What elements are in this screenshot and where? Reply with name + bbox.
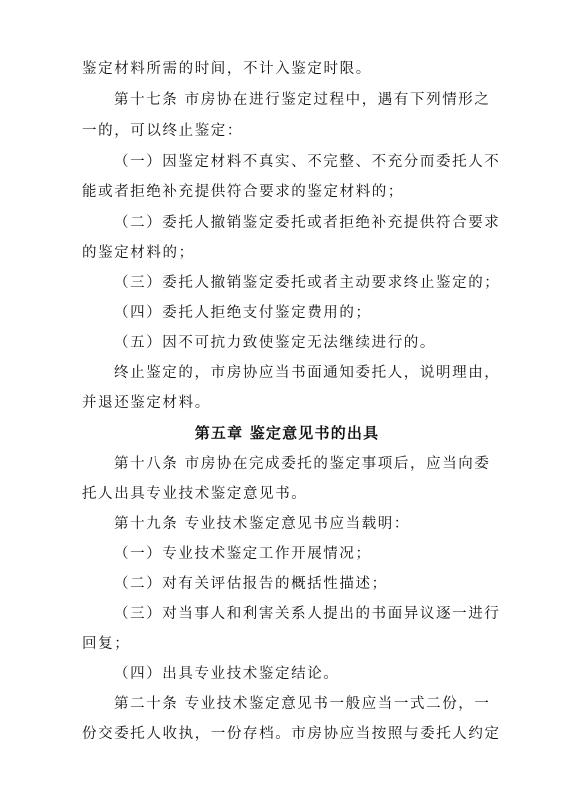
article-17-heading-line: 第十七条 市房协在进行鉴定过程中，遇有下列情形之 [114, 92, 491, 108]
list-item-2: （二）委托人撤销鉴定委托或者拒绝补充提供符合要求 [114, 215, 501, 231]
text-line: 托人出具专业技术鉴定意见书。 [82, 486, 308, 502]
chapter-heading: 第五章 鉴定意见书的出具 [194, 424, 380, 442]
text-line: 并退还鉴定材料。 [82, 395, 211, 411]
text-line: 回复； [82, 636, 131, 652]
article-20-line: 第二十条 专业技术鉴定意见书一般应当一式二份，一 [114, 696, 491, 712]
article-19-line: 第十九条 专业技术鉴定意见书应当载明： [114, 516, 411, 532]
list-item-3: （三）委托人撤销鉴定委托或者主动要求终止鉴定的； [114, 275, 501, 291]
list-item-1: （一）因鉴定材料不真实、不完整、不充分而委托人不 [114, 154, 501, 170]
list-item-4: （四）委托人拒绝支付鉴定费用的； [114, 305, 372, 321]
list-item-3: （三）对当事人和利害关系人提出的书面异议逐一进行 [114, 606, 501, 622]
list-item-2: （二）对有关评估报告的概括性描述； [114, 576, 388, 592]
text-line: 鉴定材料所需的时间，不计入鉴定时限。 [82, 61, 372, 77]
text-line: 能或者拒绝补充提供符合要求的鉴定材料的； [82, 184, 404, 200]
list-item-4: （四）出具专业技术鉴定结论。 [114, 666, 340, 682]
list-item-1: （一）专业技术鉴定工作开展情况； [114, 546, 372, 562]
text-line: 份交委托人收执，一份存档。市房协应当按照与委托人约定 [82, 726, 501, 742]
text-line: 的鉴定材料的； [82, 245, 195, 261]
article-18-line: 第十八条 市房协在完成委托的鉴定事项后，应当向委 [114, 456, 491, 472]
text-line: 一的，可以终止鉴定： [82, 123, 243, 139]
list-item-5: （五）因不可抗力致使鉴定无法继续进行的。 [114, 335, 436, 351]
text-line: 终止鉴定的，市房协应当书面通知委托人，说明理由， [114, 365, 501, 381]
